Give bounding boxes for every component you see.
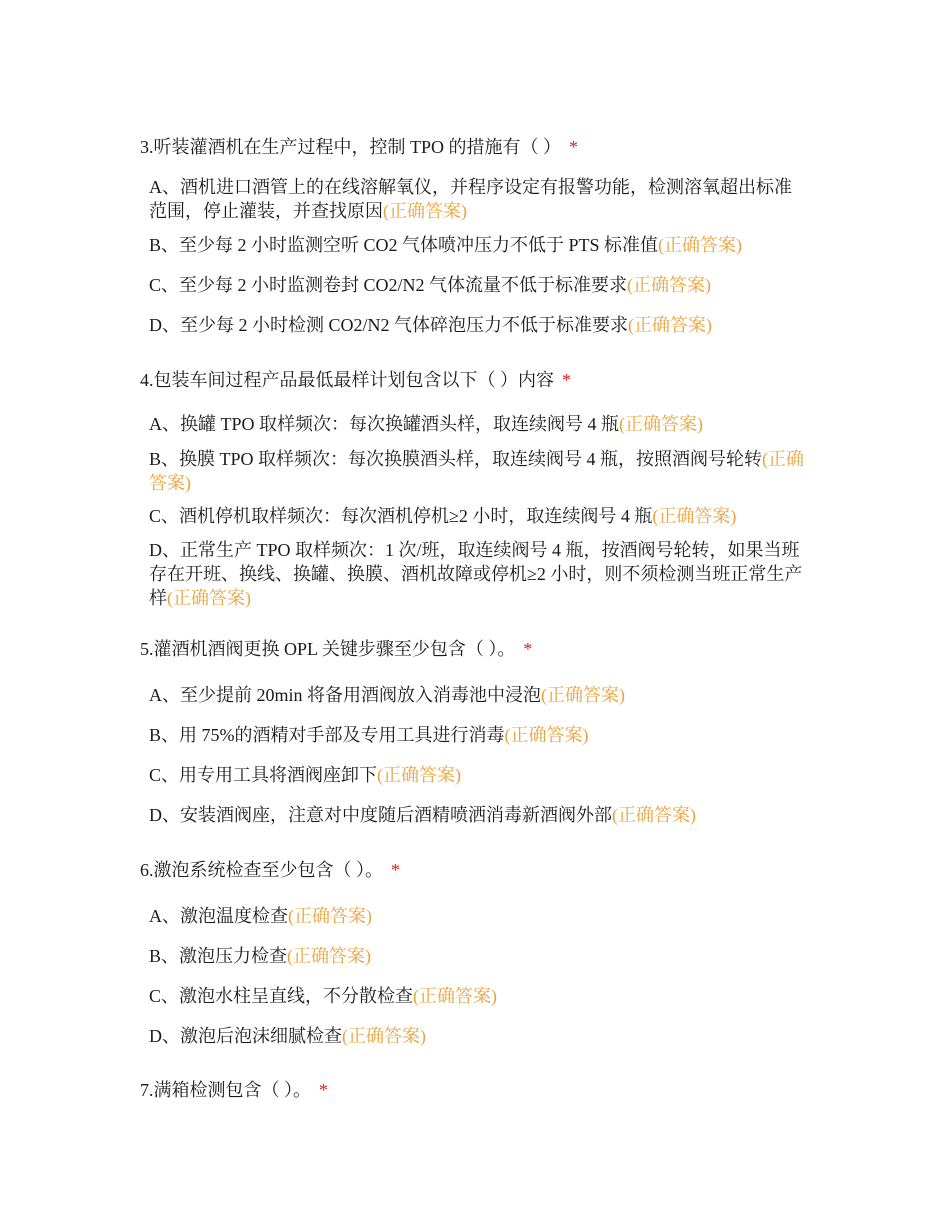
option-text: A、换罐 TPO 取样频次：每次换罐酒头样，取连续阀号 4 瓶 [149, 414, 620, 434]
correct-answer-tag: (正确答案) [652, 506, 737, 526]
correct-answer-tag: (正确答案) [658, 235, 743, 255]
option-d [149, 538, 804, 610]
option-a [149, 412, 804, 436]
question-6 [140, 858, 820, 1046]
question-title [140, 135, 820, 159]
required-star: * [523, 639, 533, 659]
option-b [149, 447, 804, 495]
required-star: * [569, 137, 579, 157]
required-star: * [391, 860, 400, 880]
question-7 [140, 1078, 820, 1102]
question-title [140, 637, 820, 661]
option-text: D、安装酒阀座，注意对中度随后酒精喷洒消毒新酒阀外部 [149, 805, 612, 825]
option-text: D、激泡后泡沫细腻检查 [149, 1026, 342, 1046]
option-b [149, 233, 804, 257]
question-title-text: 4.包装车间过程产品最低最样计划包含以下（ ）内容 [140, 370, 554, 390]
option-text: B、用 75%的酒精对手部及专用工具进行消毒 [149, 725, 505, 745]
option-a [149, 683, 804, 707]
option-c [149, 763, 804, 787]
question-title-text: 7.满箱检测包含（ ）。 [140, 1080, 311, 1100]
option-text: A、至少提前 20min 将备用酒阀放入消毒池中浸泡 [149, 685, 541, 705]
option-a [149, 904, 804, 928]
correct-answer-tag: (正确答案) [288, 906, 372, 926]
correct-answer-tag: (正确答案) [383, 201, 467, 221]
correct-answer-tag: (正确答案) [342, 1026, 426, 1046]
option-text: D、正常生产 TPO 取样频次：1 次/班，取连续阀号 4 瓶，按酒阀号轮转，如果当班存在开班、换线、换罐、换膜、酒机故障或停机≥2 小时，则不须检测当班正常生产样 [149, 540, 803, 608]
option-c [149, 273, 804, 297]
correct-answer-tag: (正确答案) [413, 986, 498, 1006]
required-star: * [562, 370, 571, 390]
question-title [140, 368, 820, 392]
question-title-text: 5.灌酒机酒阀更换 OPL 关键步骤至少包含（ ）。 [140, 639, 516, 659]
question-title [140, 858, 820, 882]
correct-answer-tag: (正确答案) [627, 275, 712, 295]
option-text: B、换膜 TPO 取样频次：每次换膜酒头样，取连续阀号 4 瓶，按照酒阀号轮转 [149, 449, 763, 469]
option-b [149, 723, 804, 747]
option-text: C、至少每 2 小时监测卷封 CO2/N2 气体流量不低于标准要求 [149, 275, 628, 295]
correct-answer-tag: (正确答案) [619, 414, 704, 434]
option-text: B、至少每 2 小时监测空听 CO2 气体喷冲压力不低于 PTS 标准值 [149, 235, 659, 255]
option-text: C、用专用工具将酒阀座卸下 [149, 765, 378, 785]
option-text: D、至少每 2 小时检测 CO2/N2 气体碎泡压力不低于标准要求 [149, 315, 629, 335]
option-d [149, 803, 804, 827]
correct-answer-tag: (正确答案) [167, 588, 251, 608]
question-3 [140, 135, 820, 335]
correct-answer-tag: (正确答案) [612, 805, 696, 825]
question-5 [140, 637, 820, 825]
option-text: B、激泡压力检查 [149, 946, 288, 966]
correct-answer-tag: (正确答案) [287, 946, 372, 966]
option-c [149, 984, 804, 1008]
option-text: A、激泡温度检查 [149, 906, 288, 926]
option-text: C、酒机停机取样频次：每次酒机停机≥2 小时，取连续阀号 4 瓶 [149, 506, 653, 526]
option-c [149, 504, 804, 528]
option-d [149, 1024, 804, 1048]
question-4 [140, 368, 820, 608]
correct-answer-tag: (正确答案) [541, 685, 625, 705]
question-title-text: 6.激泡系统检查至少包含（ ）。 [140, 860, 383, 880]
option-b [149, 944, 804, 968]
option-text: A、酒机进口酒管上的在线溶解氧仪，并程序设定有报警功能，检测溶氧超出标准范围，停止灌装，并查找原因 [149, 177, 792, 221]
option-text: C、激泡水柱呈直线，不分散检查 [149, 986, 414, 1006]
correct-answer-tag: (正确答案) [149, 449, 805, 493]
option-d [149, 313, 804, 337]
question-title-text: 3.听装灌酒机在生产过程中，控制 TPO 的措施有（ ） [140, 137, 562, 157]
question-title [140, 1078, 820, 1102]
correct-answer-tag: (正确答案) [377, 765, 462, 785]
required-star: * [319, 1080, 328, 1100]
correct-answer-tag: (正确答案) [504, 725, 589, 745]
option-a [149, 175, 804, 223]
correct-answer-tag: (正确答案) [628, 315, 713, 335]
